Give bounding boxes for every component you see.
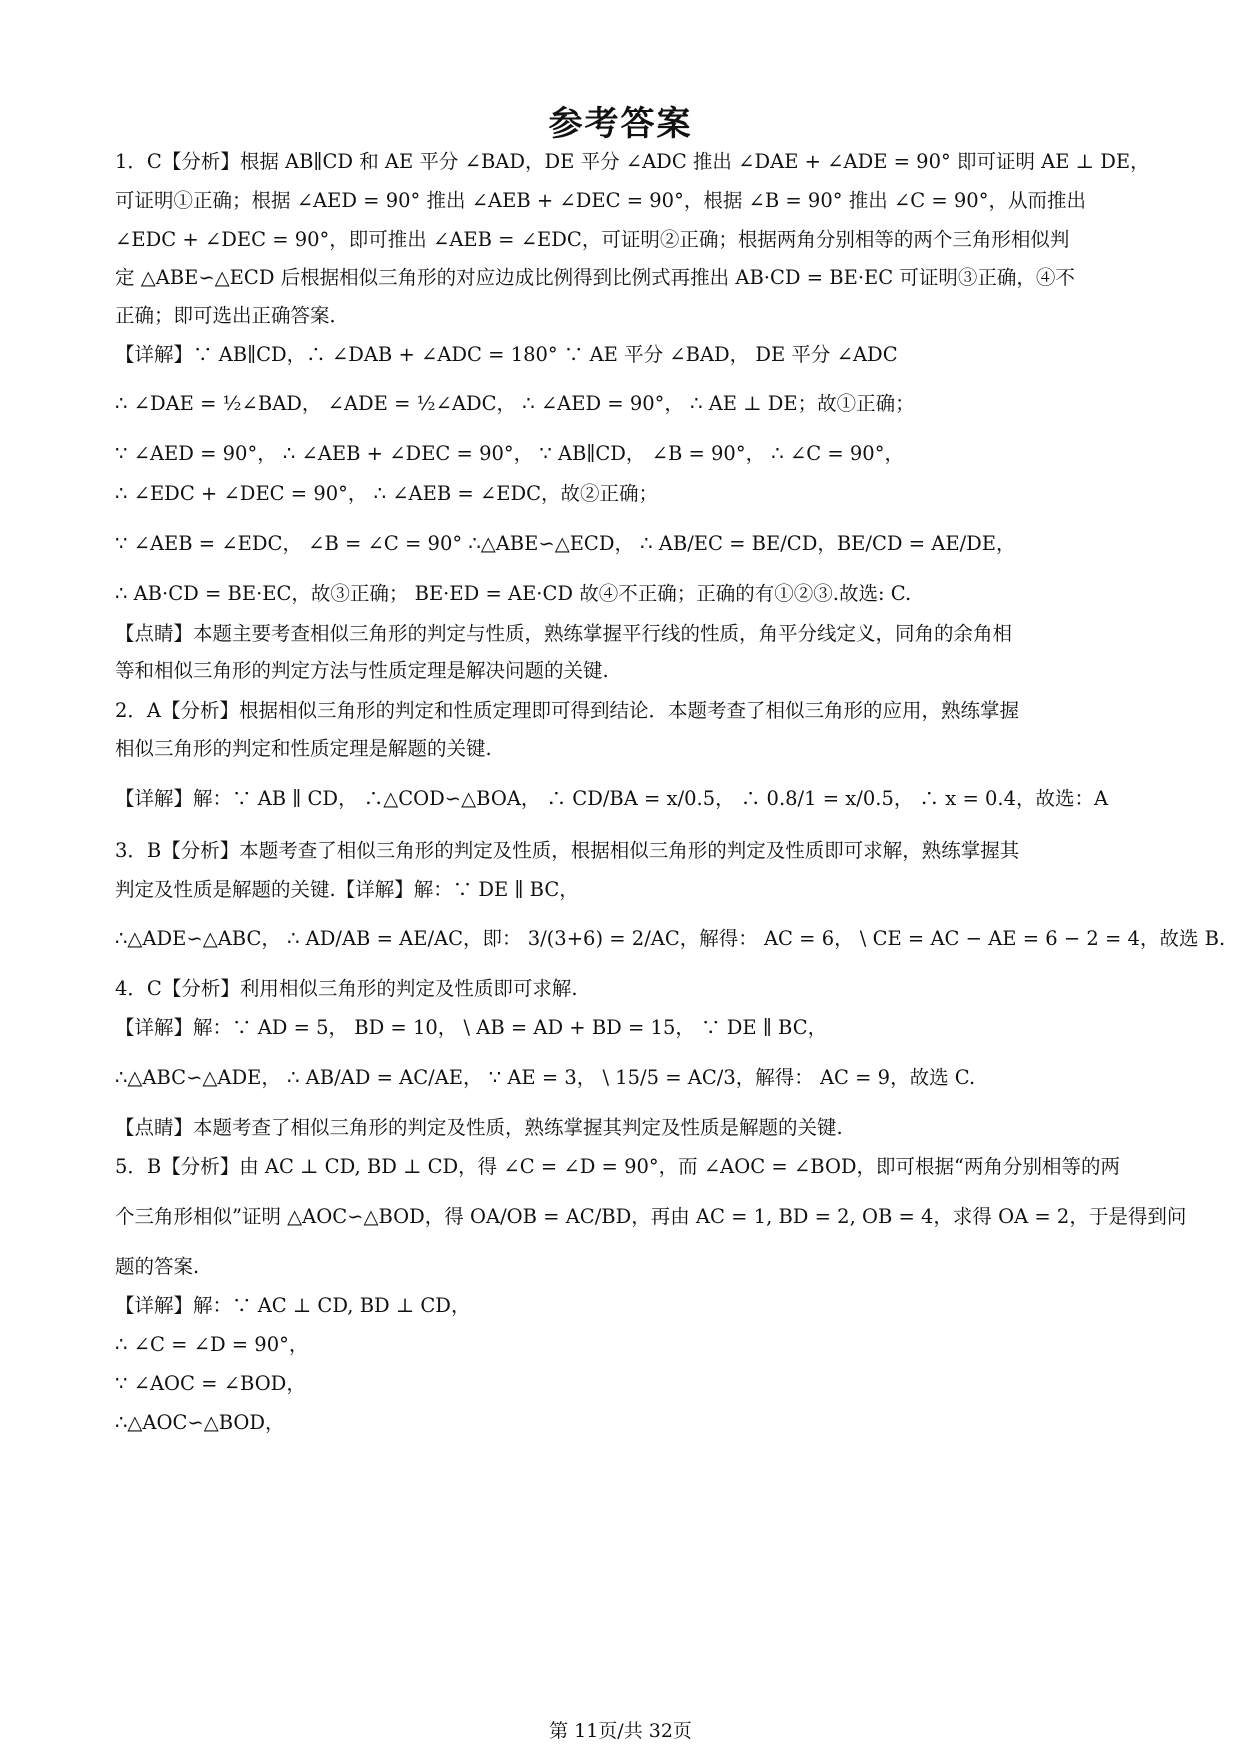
- answer-line: 【详解】解：∵ AB ∥ CD， ∴△COD∽△BOA， ∴ CD/BA = x/0.5， ∴ 0.8/1 = x/0.5， ∴ x = 0.4，故选：A: [115, 787, 1109, 810]
- answer-line: 1．C【分析】根据 AB∥CD 和 AE 平分 ∠BAD，DE 平分 ∠ADC 推出 ∠DAE + ∠ADE = 90° 即可证明 AE ⊥ DE，: [115, 150, 1150, 173]
- answer-line: ∵ ∠AEB = ∠EDC， ∠B = ∠C = 90° ∴△ABE∽△ECD， ∴ AB/EC = BE/CD，BE/CD = AE/DE，: [115, 532, 1016, 555]
- answer-line: ∵ ∠AOC = ∠BOD，: [115, 1372, 306, 1395]
- answer-line: 【点睛】本题考查了相似三角形的判定及性质，熟练掌握其判定及性质是解题的关键.: [115, 1116, 843, 1139]
- answer-line: ∴ ∠EDC + ∠DEC = 90°， ∴ ∠AEB = ∠EDC，故②正确；: [115, 482, 659, 505]
- answer-line: 等和相似三角形的判定方法与性质定理是解决问题的关键.: [115, 659, 609, 682]
- answer-line: 4．C【分析】利用相似三角形的判定及性质即可求解.: [115, 977, 578, 1000]
- page-footer: 第 11页/共 32页: [549, 1720, 692, 1742]
- answer-line: ∴△ABC∽△ADE， ∴ AB/AD = AC/AE， ∵ AE = 3， \ 15/5 = AC/3，解得： AC = 9，故选 C.: [115, 1066, 976, 1089]
- answer-line: ∠EDC + ∠DEC = 90°，即可推出 ∠AEB = ∠EDC，可证明②正确；根据两角分别相等的两个三角形相似判: [115, 228, 1070, 251]
- answer-line: ∴ ∠C = ∠D = 90°，: [115, 1333, 309, 1356]
- answer-line: ∴ ∠DAE = ½∠BAD， ∠ADE = ½∠ADC， ∴ ∠AED = 90°， ∴ AE ⊥ DE；故①正确；: [115, 392, 915, 415]
- answer-line: ∴△AOC∽△BOD，: [115, 1411, 285, 1434]
- answer-line: 5．B【分析】由 AC ⊥ CD, BD ⊥ CD，得 ∠C = ∠D = 90°，而 ∠AOC = ∠BOD，即可根据“两角分别相等的两: [115, 1155, 1121, 1178]
- answer-line: 【详解】解：∵ AD = 5， BD = 10， \ AB = AD + BD = 15， ∵ DE ∥ BC，: [115, 1016, 828, 1039]
- answer-line: 【详解】∵ AB∥CD，∴ ∠DAB + ∠ADC = 180° ∵ AE 平分 ∠BAD， DE 平分 ∠ADC: [115, 343, 898, 366]
- page-title: 参考答案: [548, 104, 693, 144]
- answer-line: 题的答案.: [115, 1255, 200, 1278]
- answer-line: 相似三角形的判定和性质定理是解题的关键.: [115, 737, 492, 760]
- answer-line: 【详解】解：∵ AC ⊥ CD, BD ⊥ CD，: [115, 1294, 471, 1317]
- answer-line: 2．A【分析】根据相似三角形的判定和性质定理即可得到结论．本题考查了相似三角形的应用，熟练掌握: [115, 699, 1019, 722]
- answer-line: 可证明①正确；根据 ∠AED = 90° 推出 ∠AEB + ∠DEC = 90°，根据 ∠B = 90° 推出 ∠C = 90°，从而推出: [115, 189, 1086, 212]
- answer-line: 定 △ABE∽△ECD 后根据相似三角形的对应边成比例得到比例式再推出 AB·CD = BE·EC 可证明③正确，④不: [115, 266, 1075, 289]
- answer-line: ∴ AB·CD = BE·EC，故③正确； BE·ED = AE·CD 故④不正确；正确的有①②③.故选: C.: [115, 582, 912, 605]
- answer-line: 正确；即可选出正确答案．: [115, 304, 350, 327]
- answer-line: ∴△ADE∽△ABC， ∴ AD/AB = AE/AC，即： 3/(3+6) = 2/AC，解得： AC = 6， \ CE = AC − AE = 6 − 2 = 4，故选 B.: [115, 927, 1226, 950]
- answer-line: 【点睛】本题主要考查相似三角形的判定与性质，熟练掌握平行线的性质，角平分线定义，同角的余角相: [115, 622, 1013, 645]
- answer-line: 3．B【分析】本题考查了相似三角形的判定及性质，根据相似三角形的判定及性质即可求解，熟练掌握其: [115, 839, 1020, 862]
- answer-line: ∵ ∠AED = 90°， ∴ ∠AEB + ∠DEC = 90°， ∵ AB∥CD， ∠B = 90°， ∴ ∠C = 90°，: [115, 442, 904, 465]
- answer-line: 判定及性质是解题的关键.【详解】解：∵ DE ∥ BC，: [115, 878, 579, 901]
- answer-line: 个三角形相似”证明 △AOC∽△BOD，得 OA/OB = AC/BD，再由 AC = 1, BD = 2, OB = 4，求得 OA = 2，于是得到问: [115, 1205, 1187, 1228]
